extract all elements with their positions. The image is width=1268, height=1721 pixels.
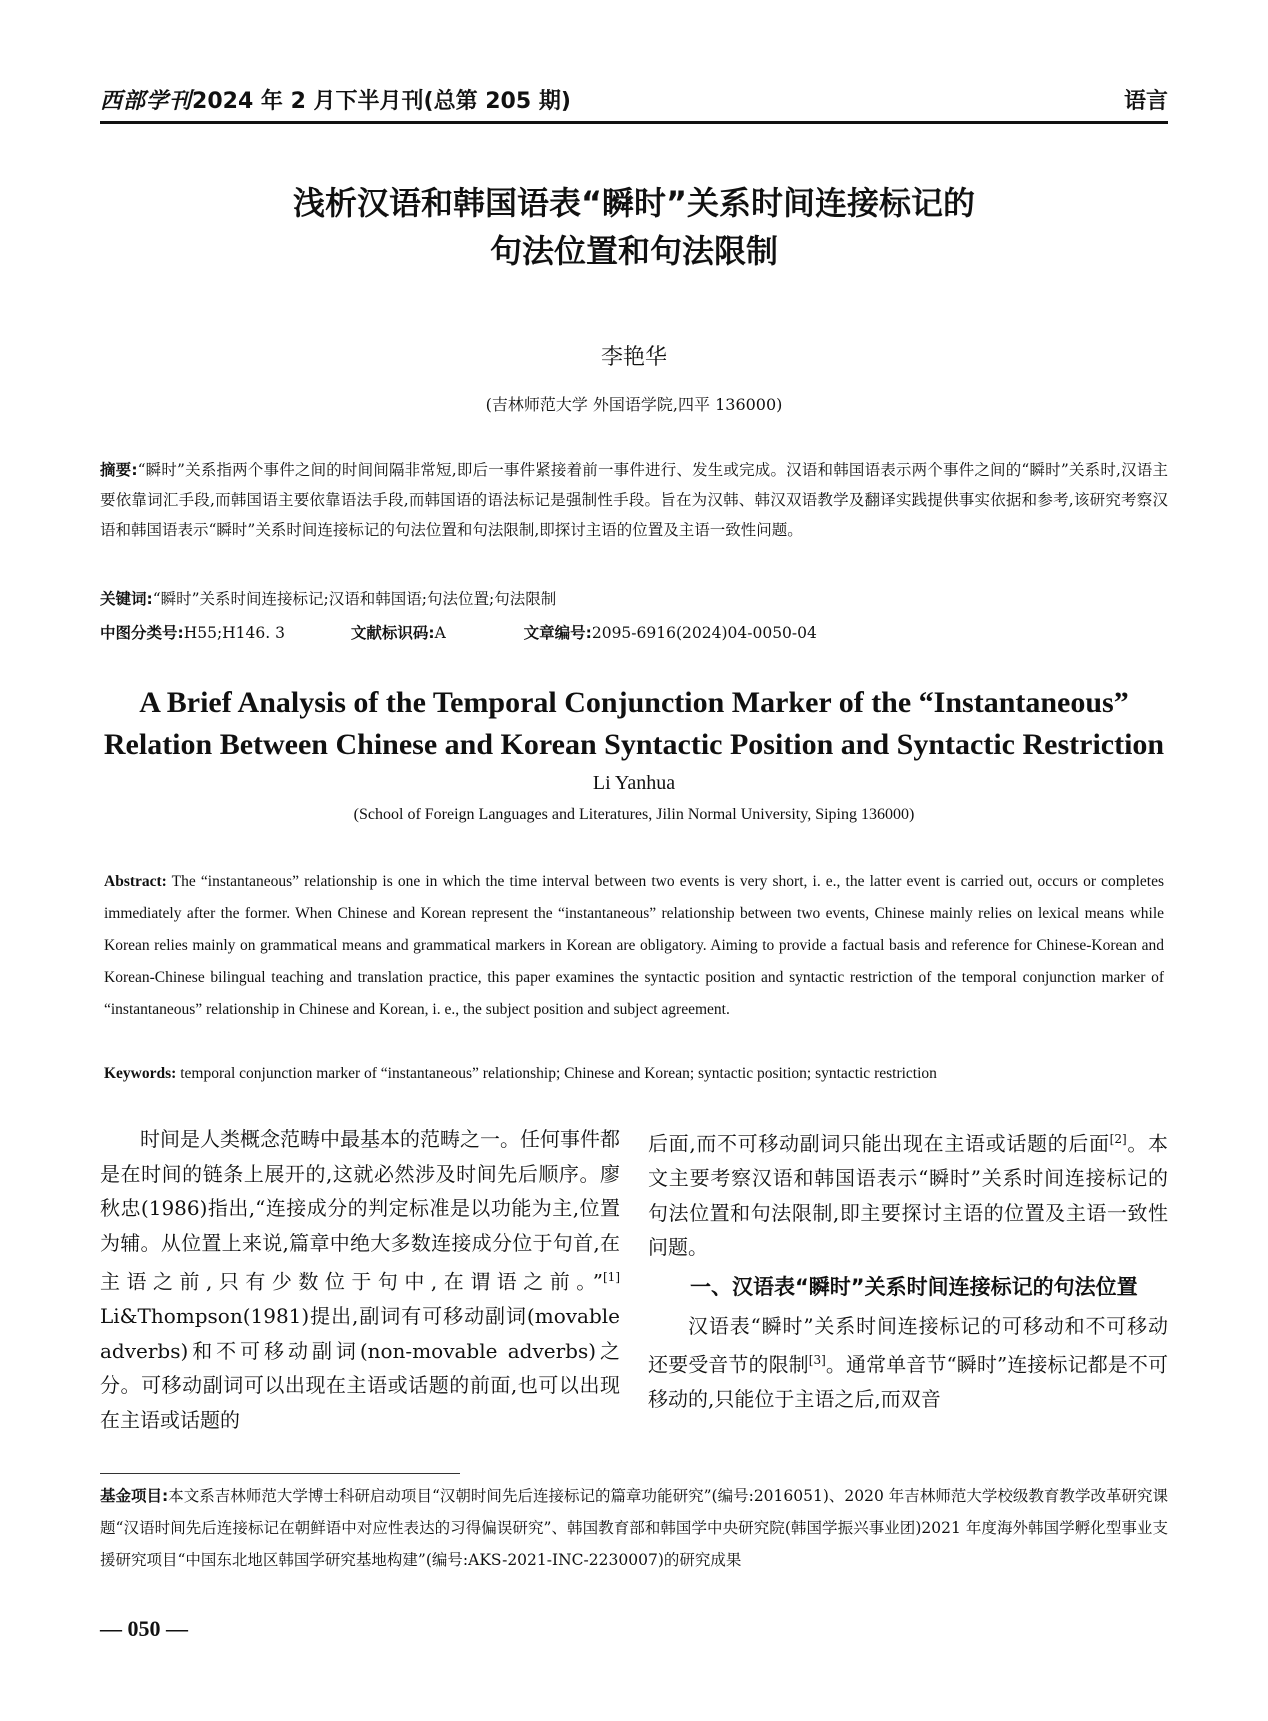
keywords-cn-text: “瞬时”关系时间连接标记;汉语和韩国语;句法位置;句法限制 (152, 590, 557, 608)
abstract-cn-text: “瞬时”关系指两个事件之间的时间间隔非常短,即后一事件紧接着前一事件进行、发生或完成。汉语和韩国语表示两个事件之间的“瞬时”关系时,汉语主要依靠词汇手段,而韩国语主要依靠语法手段,而韩国语的语法标记是强制性手段。旨在为汉韩、韩汉双语教学及翻译实践提供事实依据和参考,该研究考察汉语和韩国语表示“瞬时”关系时间连接标记的句法位置和句法限制,即探讨主语的位置及主语一致性问题。 (100, 461, 1168, 539)
citation: [2] (1109, 1132, 1127, 1146)
doc-code-value: A (434, 624, 446, 642)
body-text: 时间是人类概念范畴中最基本的范畴之一。任何事件都是在时间的链条上展开的,这就必然涉及时间先后顺序。廖秋忠(1986)指出,“连接成分的判定标准是以功能为主,位置为辅。从位置上来说,篇章中绝大多数连接成分位于句首,在主语之前,只有少数位于句中,在谓语之前。” (100, 1127, 620, 1294)
issue-text: 2024 年 2 月下半月刊(总第 205 期) (192, 89, 571, 114)
funding-note (100, 1480, 1168, 1576)
citation: [3] (808, 1353, 826, 1368)
clc-value: H55;H146. 3 (183, 624, 285, 642)
body-paragraph (648, 1122, 1168, 1265)
footnote-rule (100, 1473, 460, 1474)
section-heading: 一、汉语表“瞬时”关系时间连接标记的句法位置 (690, 1274, 1138, 1299)
affiliation-en: (School of Foreign Languages and Literatures, Jilin Normal University, Siping 136000) (353, 806, 915, 823)
body-column-left (100, 1122, 620, 1437)
header-rule (100, 121, 1168, 124)
abstract-en-text: The “instantaneous” relationship is one in which the time interval between two events is very short, i. e., the latter event is carried out, occurs or completes immediately after the former. When Chinese and Korean represent the “instantaneous” relationship between two events, Chinese mainly relies on lexical means while Korean relies mainly on grammatical means and grammatical markers in Korean are obligatory. Aiming to provide a factual basis and reference for Chinese-Korean and Korean-Chinese bilingual teaching and translation practice, this paper examines the syntactic position and syntactic restriction of the temporal conjunction marker of “instantaneous” relationship in Chinese and Korean, i. e., the subject position and subject agreement. (104, 873, 1164, 1018)
title-en-line2: Relation Between Chinese and Korean Syntactic Position and Syntactic Restriction (103, 728, 1165, 761)
author-cn: 李艳华 (600, 345, 667, 370)
doc-code-label: 文献标识码: (350, 624, 435, 642)
article-no-label: 文章编号: (523, 624, 592, 642)
abstract-en (104, 866, 1164, 1026)
keywords-en-label: Keywords: (104, 1065, 177, 1082)
body-paragraph (100, 1122, 620, 1437)
article-no-value: 2095-6916(2024)04-0050-04 (591, 624, 817, 642)
citation: [1] (603, 1270, 620, 1284)
author-en: Li Yanhua (592, 772, 676, 794)
abstract-cn-label: 摘要: (100, 461, 138, 479)
abstract-en-label: Abstract: (104, 873, 167, 890)
page-number: — 050 — (100, 1616, 188, 1641)
clc-label: 中图分类号: (100, 624, 184, 642)
journal-logo: 西部学刊 (100, 88, 193, 114)
title-cn-line1: 浅析汉语和韩国语表“瞬时”关系时间连接标记的 (292, 184, 976, 222)
title-en-line1: A Brief Analysis of the Temporal Conjunction Marker of the “Instantaneous” (139, 686, 1129, 719)
keywords-en-text: temporal conjunction marker of “instantaneous” relationship; Chinese and Korean; syntactic position; syntactic restriction (180, 1065, 937, 1082)
classification-line (100, 618, 1168, 648)
running-header (100, 84, 1168, 124)
keywords-cn (100, 584, 1168, 614)
body-text: 后面,而不可移动副词只能出现在主语或话题的后面 (648, 1131, 1110, 1156)
title-cn-line2: 句法位置和句法限制 (489, 232, 778, 270)
body-paragraph (648, 1309, 1168, 1417)
section-label: 语言 (1123, 89, 1168, 114)
keywords-en (104, 1058, 1164, 1090)
affiliation-cn: (吉林师范大学 外国语学院,四平 136000) (485, 395, 783, 414)
abstract-cn (100, 455, 1168, 545)
body-text: 汉语表“瞬时”关系时间连接标记的可移动和不可移动还要受音节的限制 (648, 1313, 1168, 1377)
body-text: Li&Thompson(1981)提出,副词有可移动副词(movable adverbs)和不可移动副词(non-movable adverbs)之分。可移动副词可以出现在主语或话题的前面,也可以出现在主语或话题的 (100, 1304, 620, 1432)
funding-label: 基金项目: (100, 1487, 169, 1505)
body-text: 。本文主要考察汉语和韩国语表示“瞬时”关系时间连接标记的句法位置和句法限制,即主要探讨主语的位置及主语一致性问题。 (648, 1131, 1169, 1260)
body-column-right (648, 1122, 1168, 1417)
funding-text: 本文系吉林师范大学博士科研启动项目“汉朝时间先后连接标记的篇章功能研究”(编号:2016051)、2020 年吉林师范大学校级教育教学改革研究课题“汉语时间先后连接标记在朝鲜语中对应性表达的习得偏误研究”、韩国教育部和韩国学中央研究院(韩国学振兴事业团)2021 年度海外韩国学孵化型事业支援研究项目“中国东北地区韩国学研究基地构建”(编号:AKS-2021-INC-2230007)的研究成果 (100, 1487, 1168, 1569)
journal-issue (100, 84, 571, 115)
keywords-cn-label: 关键词: (100, 590, 153, 608)
body-text: 。通常单音节“瞬时”连接标记都是不可移动的,只能位于主语之后,而双音 (648, 1352, 1169, 1412)
